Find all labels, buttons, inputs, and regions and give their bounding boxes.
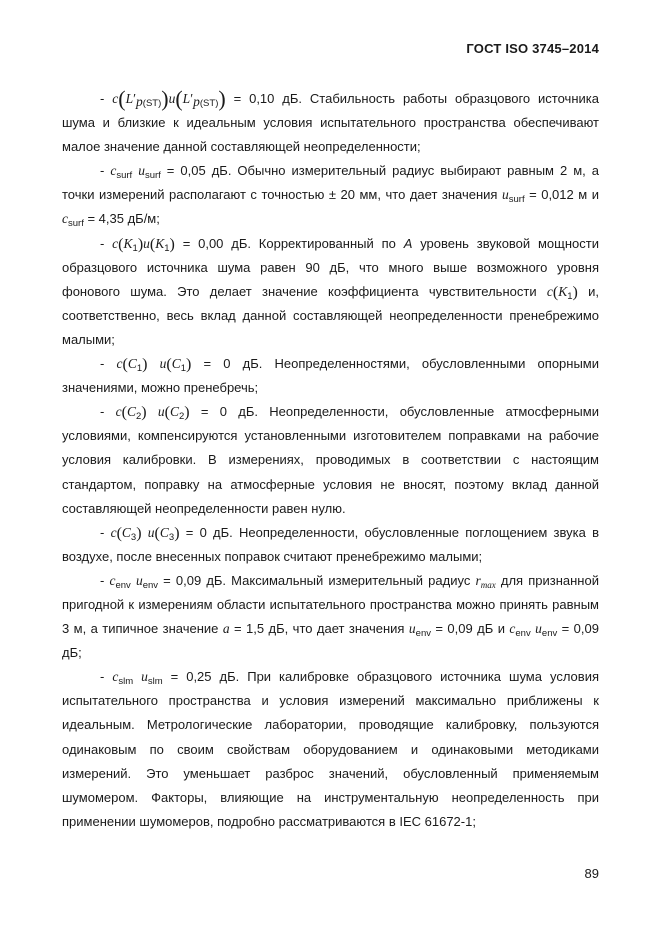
paragraph-c2-uncertainty: - $c(C_2) u(C_2) = 0$ дБ. Неопределенности, обусловленные атмосферными условиями, компенсируются установленными изготовителем поправками на рабочие условия калибровки. В измерениях, проводимых в соответствии с настоящим стандартом, поправку на атмосферные условия не вносят, поэтому вклад данной составляющей неопределенности равен нулю.	[62, 404, 599, 516]
paragraph-c1-uncertainty: - $c(C_1) u(C_1) = 0$ дБ. Неопределенностями, обусловленными опорными значениями, можно пренебречь;	[62, 356, 599, 396]
page-number: 89	[584, 866, 599, 881]
paragraph-text: Стабильность работы образцового источника шума и близкие к идеальным условия испытательного пространства обеспечивают малое значение данной составляющей неопределенности;	[62, 91, 599, 155]
paragraph-c3-uncertainty: - $c(C_3) u(C_3) = 0$ дБ. Неопределенности, обусловленные поглощением звука в воздухе, после внесенных поправок считают пренебрежимо малыми;	[62, 524, 599, 564]
paragraph-slm-uncertainty: - $c_{slm}$ $u_{slm} = 0,25$ дБ. При калибровке образцового источника шума условия испытательного пространства и условия измерений максимально приближены к идеальным. Метрологические лаборатории, проводящие калибровку, пользуются одинаковым по своим свойствам оборудованием и одинаковыми методиками измерений. Это уменьшает разброс значений, обусловленный применяемым шумомером. Факторы, влияющие на инструментальную неопределенность при применении шумомеров, подробно рассматриваются в IEC 61672-1;	[62, 669, 599, 829]
document-body	[62, 87, 599, 834]
paragraph-env-uncertainty: - $c_{env}$ $u_{env} = 0,09$ дБ. Максимальный измерительный радиус $r_{max}$ для признанной пригодной к измерениям области испытательного пространства можно принять равным 3 м, а типичное значение a = 1,5 дБ, что дает значения $u_{env} = 0,09$ дБ и $c_{env}$ $u_{env} = 0,09$ дБ;	[62, 572, 599, 661]
paragraph-k1-uncertainty: - $c(K_1)u(K_1) = 0,00$ дБ. Корректированный по А уровень звуковой мощности образцового источника шума равен 90 дБ, что много выше возможного уровня фонового шума. Это делает значение коэффициента чувствительности $c(K_1)$ и, соответственно, весь вклад данной составляющей неопределенности пренебрежимо малыми;	[62, 235, 599, 347]
paragraph-reference-source-stability: - $c(L'_{p(ST)})u(L'_{p(ST)}) = 0,10$ дБ. Стабильность работы образцового источника шума и близкие к идеальным условия испытательного пространства обеспечивают малое значение данной составляющей неопределенности;	[62, 86, 599, 155]
paragraph-surface-uncertainty: - $c_{surf}$ $u_{surf} = 0,05$ дБ. Обычно измерительный радиус выбирают равным 2 м, а точки измерений располагают с точностью ± 20 мм, что дает значения $u_{surf} = 0,012$ м и $c_{surf} = 4,35$ дБ/м;	[62, 163, 599, 230]
document-header: ГОСТ ISO 3745–2014	[466, 41, 599, 56]
